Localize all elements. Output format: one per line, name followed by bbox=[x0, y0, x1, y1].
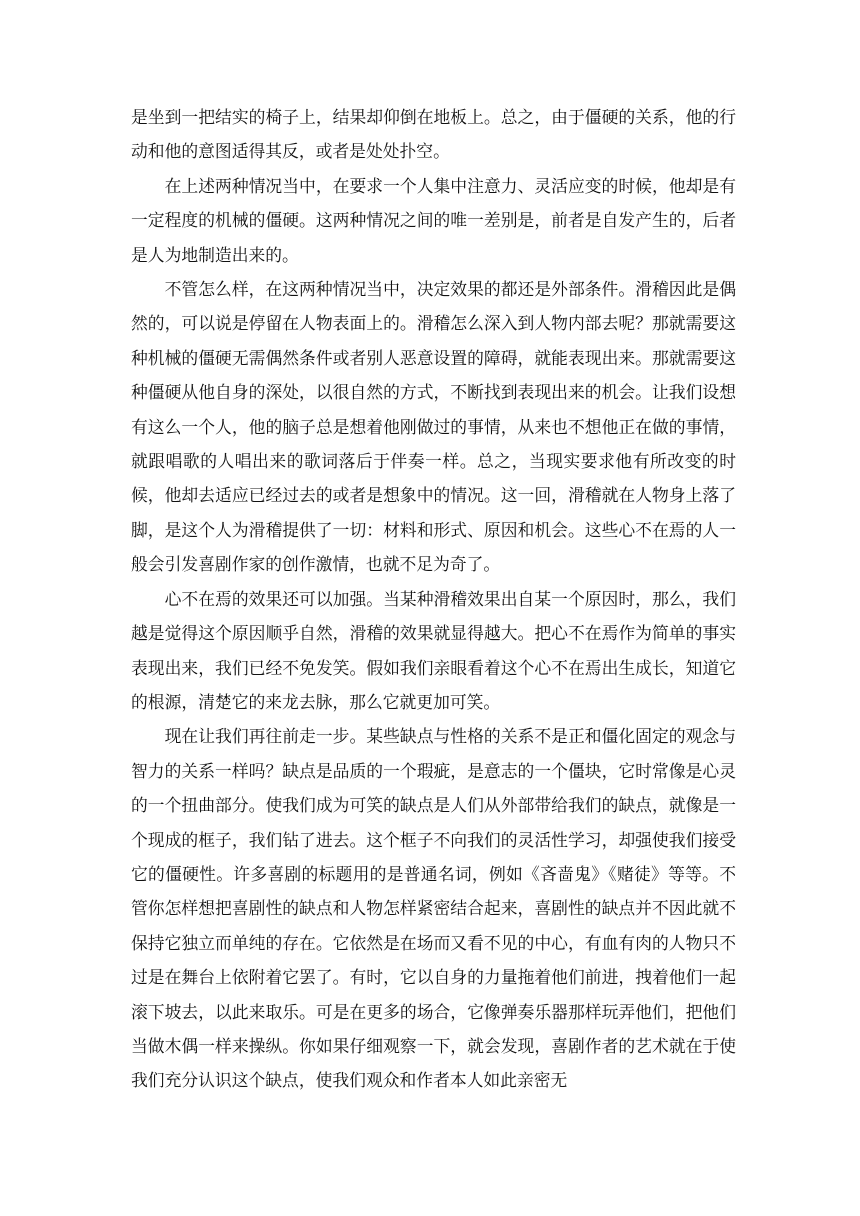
paragraph-2: 在上述两种情况当中，在要求一个人集中注意力、灵活应变的时候，他却是有一定程度的机械的僵硬。这两种情况之间的唯一差别是，前者是自发产生的，后者是人为地制造出来的。 bbox=[131, 175, 736, 265]
paragraph-4: 心不在焉的效果还可以加强。当某种滑稽效果出自某一个原因时，那么，我们越是觉得这个原因顺乎自然，滑稽的效果就显得越大。把心不在焉作为简单的事实表现出来，我们已经不免发笑。假如我们亲眼看着这个心不在焉出生成长，知道它的根源，清楚它的来龙去脉，那么它就更加可笑。 bbox=[131, 588, 736, 712]
paragraph-3: 不管怎么样，在这两种情况当中，决定效果的都还是外部条件。滑稽因此是偶然的，可以说是停留在人物表面上的。滑稽怎么深入到人物内部去呢？那就需要这种机械的僵硬无需偶然条件或者别人恶意设置的障碍，就能表现出来。那就需要这种僵硬从他自身的深处，以很自然的方式，不断找到表现出来的机会。让我们设想有这么一个人，他的脑子总是想着他刚做过的事情，从来也不想他正在做的事情，就跟唱歌的人唱出来的歌词落后于伴奏一样。总之，当现实要求他有所改变的时候，他却去适应已经过去的或者是想象中的情况。这一回，滑稽就在人物身上落了脚，是这个人为滑稽提供了一切：材料和形式、原因和机会。这些心不在焉的人一般会引发喜剧作家的创作激情，也就不足为奇了。 bbox=[131, 279, 736, 575]
paragraph-1: 是坐到一把结实的椅子上，结果却仰倒在地板上。总之，由于僵硬的关系，他的行动和他的意图适得其反，或者是处处扑空。 bbox=[131, 107, 736, 162]
document-page bbox=[131, 100, 736, 1098]
paragraph-5: 现在让我们再往前走一步。某些缺点与性格的关系不是正和僵化固定的观念与智力的关系一样吗？缺点是品质的一个瑕疵，是意志的一个僵块，它时常像是心灵的一个扭曲部分。使我们成为可笑的缺点是人们从外部带给我们的缺点，就像是一个现成的框子，我们钻了进去。这个框子不向我们的灵活性学习，却强使我们接受它的僵硬性。许多喜剧的标题用的是普通名词，例如《吝啬鬼》《赌徒》等等。不管你怎样想把喜剧性的缺点和人物怎样紧密结合起来，喜剧性的缺点并不因此就不保持它独立而单纯的存在。它依然是在场而又看不见的中心，有血有肉的人物只不过是在舞台上依附着它罢了。有时，它以自身的力量拖着他们前进，拽着他们一起滚下坡去，以此来取乐。可是在更多的场合，它像弹奏乐器那样玩弄他们，把他们当做木偶一样来操纵。你如果仔细观察一下，就会发现，喜剧作者的艺术就在于使我们充分认识这个缺点，使我们观众和作者本人如此亲密无 bbox=[131, 726, 736, 1091]
